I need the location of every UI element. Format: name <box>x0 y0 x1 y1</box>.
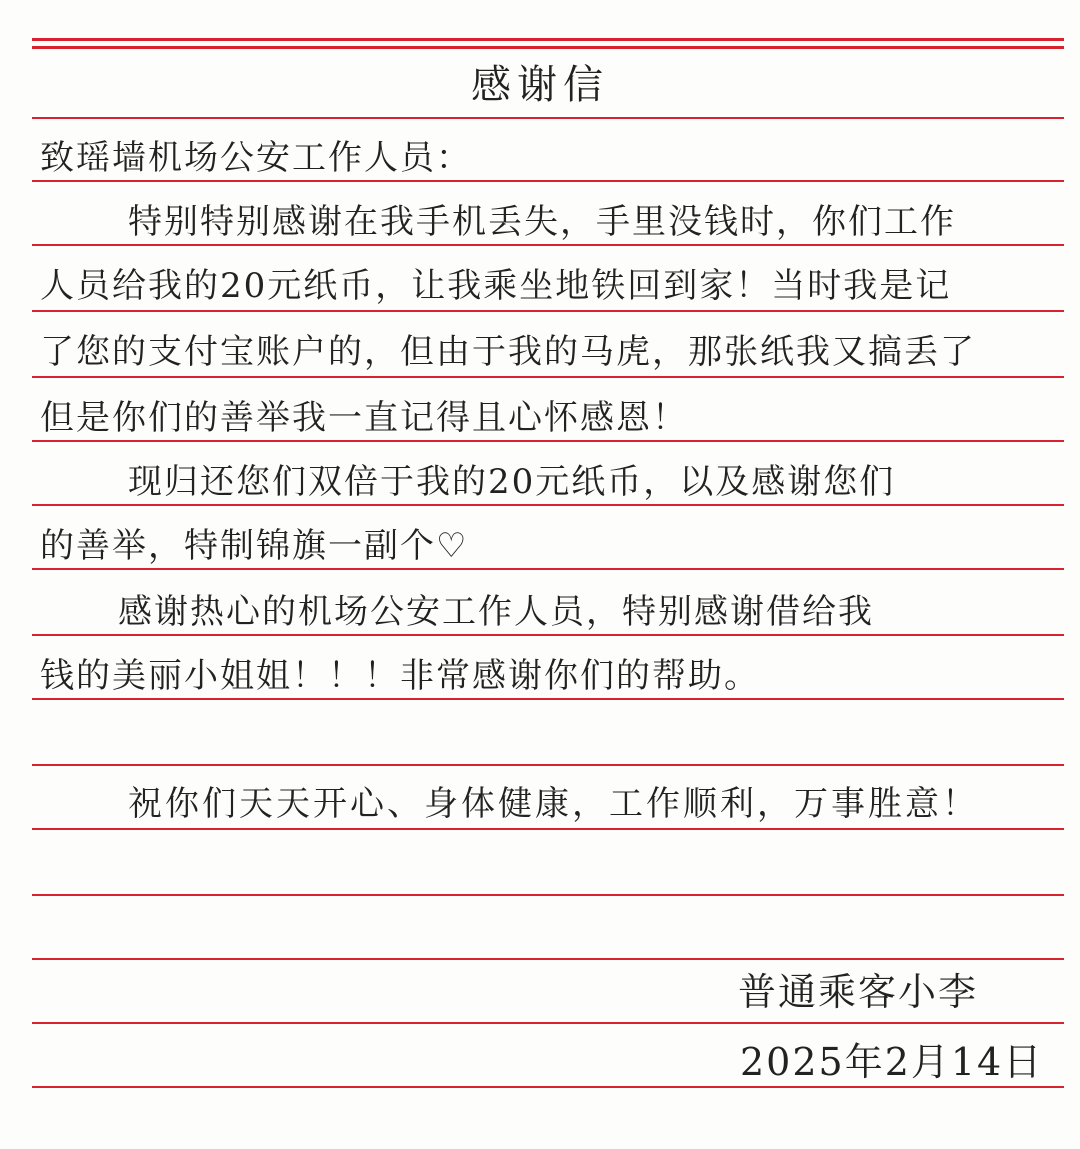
paragraph-1-line-4: 但是你们的善举我一直记得且心怀感恩！ <box>40 398 688 438</box>
paragraph-3-line-2: 钱的美丽小姐姐！！！非常感谢你们的帮助。 <box>40 656 760 696</box>
letter-date: 2025年2月14日 <box>740 1040 1044 1084</box>
paragraph-1-line-1: 特别特别感谢在我手机丢失，手里没钱时，你们工作 <box>128 202 956 242</box>
signature: 普通乘客小李 <box>738 970 979 1014</box>
ruled-line <box>32 310 1064 312</box>
paragraph-3-line-1: 感谢热心的机场公安工作人员，特别感谢借给我 <box>118 592 874 632</box>
closing-wish: 祝你们天天开心、身体健康，工作顺利，万事胜意！ <box>128 784 979 824</box>
ruled-line <box>32 894 1064 896</box>
ruled-line <box>32 117 1064 119</box>
header-rule-bottom <box>32 46 1064 49</box>
ruled-line <box>32 958 1064 960</box>
ruled-line <box>32 244 1064 246</box>
ruled-line <box>32 1022 1064 1024</box>
ruled-line <box>32 376 1064 378</box>
letter-title: 感谢信 <box>471 62 609 108</box>
paragraph-1-line-2: 人员给我的20元纸币，让我乘坐地铁回到家！当时我是记 <box>40 266 952 306</box>
ruled-line <box>32 828 1064 830</box>
paragraph-1-line-3: 了您的支付宝账户的，但由于我的马虎，那张纸我又搞丢了 <box>40 332 976 372</box>
ruled-line <box>32 764 1064 766</box>
paragraph-2-line-2: 的善举，特制锦旗一副个♡ <box>40 526 469 566</box>
salutation: 致瑶墙机场公安工作人员： <box>40 138 472 178</box>
ruled-line <box>32 634 1064 636</box>
ruled-line <box>32 568 1064 570</box>
header-rule-top <box>32 38 1064 41</box>
ruled-line <box>32 180 1064 182</box>
ruled-line <box>32 698 1064 700</box>
ruled-line <box>32 1086 1064 1088</box>
ruled-line <box>32 504 1064 506</box>
paragraph-2-line-1: 现归还您们双倍于我的20元纸币，以及感谢您们 <box>128 462 896 502</box>
ruled-line <box>32 440 1064 442</box>
